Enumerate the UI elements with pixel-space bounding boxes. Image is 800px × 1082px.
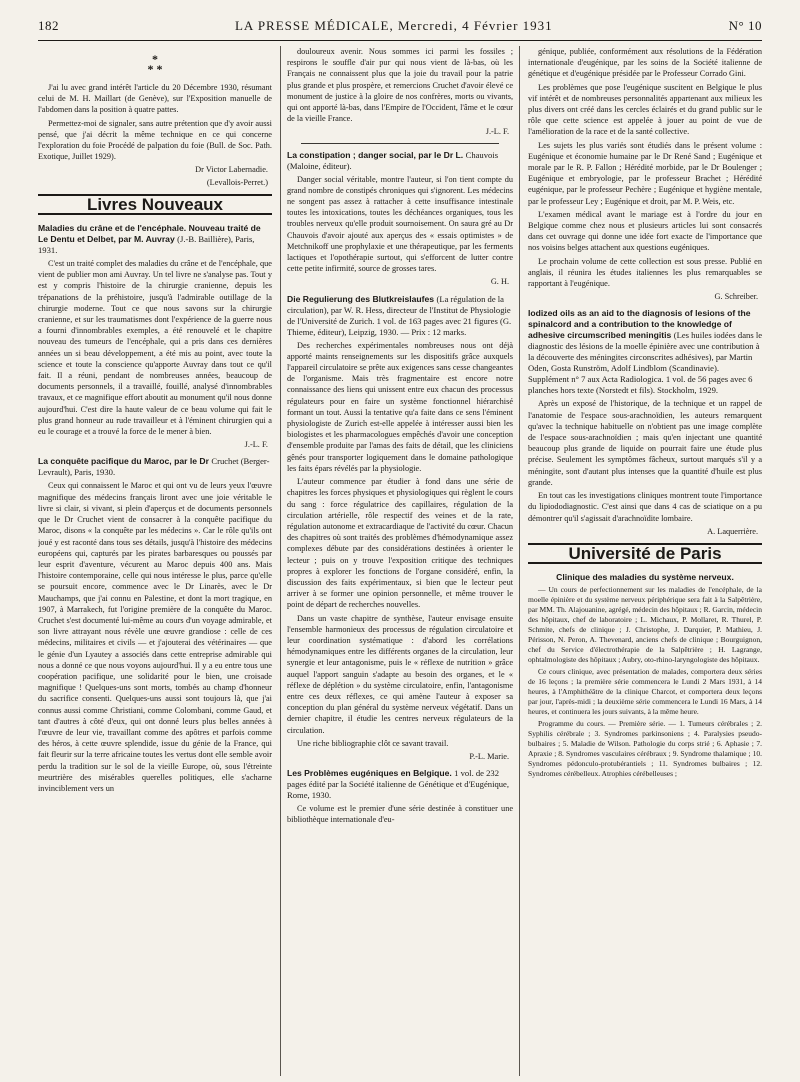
page-number: 182 [38,18,59,33]
letter-signature-place: (Levallois-Perret.) [206,177,268,187]
notice-heading: Clinique des maladies du système nerveux. [556,572,734,583]
section-title-universite-de-paris: Université de Paris [528,543,762,564]
review-signature: G. Schreiber. [714,292,759,302]
letter-paragraph-1: J'ai lu avec grand intérêt l'article du 20 Décembre 1930, résumant celui de M. H. Maillart (de Genève), sur l'Exposition manuelle de l'abdomen dans la position à quatre pattes. [38,83,272,115]
notice-program: Programme du cours. — Première série. — 1. Tumeurs cérébrales ; 2. Syphilis cérébrale ; 3. Syndromes parkinsoniens ; 4. Paralysies pseudo-bulbaires ; 5. Maladie de Wilson. Pathologie du corps strié ; 6. Aphasie ; 7. Apraxie ; 8. Syndromes vasculaires cérébraux ; 9. Syndrome thalamique ; 10. Syndromes pédonculo-protubérantiels ; 11. Syndromes bulbaires ; 12. Syndromes cérébelleux. Atrophies cérébelleuses ; [528,719,763,779]
review-signature: J.-L. F. [244,440,268,450]
review-title: Les Problèmes eugéniques en Belgique. 1 vol. de 232 pages édité par la Société italienne de Génétique et d'Eugénique, Rome, 1930. [286,768,510,801]
letter-signature: Dr Victor Labernadie. [195,165,268,175]
section-separator-stars: * * * [147,52,163,76]
review-signature: J.-L. F. [485,127,510,137]
review-signature: G. H. [490,277,510,287]
review-body: L'examen médical avant le mariage est à l'ordre du jour en Belgique comme chez nous et plusieurs articles lui sont consacrés dans cet ouvrage qui donne une idée fort exacte de l'importance que nos voisins belges attachent aux questions eugéniques. [528,209,763,253]
review-body: Après un exposé de l'historique, de la technique et un rappel de l'anatomie de l'espace sous-arachnoïdien, les auteurs remarquent qu'avec la technique habituelle on n'obtient pas une image complète de l'espace sous-arachnoïdien ; mais qu'en injectant une quantité beaucoup plus grande de liquide on pourrait faire une étude plus précise. Seulement les symptômes fâcheux, surtout marqués s'il y a méningite, sont d'autant plus intenses que la quantité d'huile est plus grande. [528,399,763,487]
review-body: Ce volume est le premier d'une série destinée à constituer une bibliothèque internationale d'eu- [286,804,514,825]
letter-paragraph-2: Permettez-moi de signaler, sans autre prétention que d'y avoir aussi pensé, que j'ai décrit la même technique en ce qui concerne l'exploration du foie Procédé de palpation du foie (Bull. de Soc. Path. Exotique, Juillet 1929). [38,118,272,162]
column-middle [280,46,520,1076]
journal-title: LA PRESSE MÉDICALE, Mercredi, 4 Février 1931 [234,18,553,33]
review-body: Dans un vaste chapitre de synthèse, l'auteur envisage ensuite l'ensemble harmonieux des processus de régulation circulatoire et leur coordination systématique : d'abord les corrélations hémodynamiques entre les différents organes de la circulation, leur synergie et leur antagonisme, puis le « réflexe de nutrition » grâce auquel l'apport sanguin s'adapte au besoin des organes, et le « réflexe de déplétion » du système circulatoire, enfin, l'antagonisme entre ces deux réflexes, ce qui amène l'auteur à exposer sa conception du plan général du système nerveux végétatif. Dans un dernier chapitre, il étudie les centres nerveux régulateurs de la circulation. [286,613,514,735]
review-body-continued: génique, publiée, conformément aux résolutions de la Fédération internationale d'eugénique, par les soins de la Société italienne de génétique et d'eugénique présidée par le Professeur Corrado Gini. [528,47,763,79]
review-body: En tout cas les investigations cliniques montrent toute l'importance du lipiododiagnostic. C'est ainsi que dans 4 cas de sciatique on a pu démontrer qu'il s'agissait d'arachnoïdite lombaire. [528,491,763,523]
review-body: Une riche bibliographie clôt ce savant travail. [296,738,449,748]
column-left [38,46,272,1076]
divider [301,143,499,144]
review-body: Danger social véritable, montre l'auteur, si l'on tient compte du grand nombre de constipés chroniques qui s'ignorent. Les médecins ne songent pas assez à rattacher à cette insuffisance intestinale toutes les intoxications, toutes les déchéances organiques, tous les troubles nerveux qu'elle produit sournoisement. On saura gré au Dr Chauvois d'avoir ajouté aux aperçus des « essais optimistes » de Metchnikoff une prophylaxie et une thérapeutique, par les ferments lactiques et l'opothérapie surtout, qui s'efforcent de lutter contre cette petite infirmité, source de grosses tares. [286,174,514,274]
review-signature: A. Laquerrière. [707,526,759,536]
review-body: L'auteur commence par étudier à fond dans une série de chapitres les forces physiques et physiologiques qui règlent le cours du sang : force régulatrice des capillaires, régulation de la circulation artérielle, rôle respectif des veines et de la rate, régulation autonome et extracardiaque de l'activité du cœur. Chacun des chapitres où sont traités des problèmes d'hémodynamique assez complexes débute par des considérations destinées à orienter le lecteur ; puis on y trouve l'exposition critique des techniques propres à explorer les fonctions de l'organe considéré, enfin, la discussion des faits expérimentaux, si bien que le lecteur peut arriver à se former une opinion personnelle, et même trouver le point de départ de recherches nouvelles. [286,477,514,610]
review-title: Maladies du crâne et de l'encéphale. Nouveau traité de Le Dentu et Delbet, par M. Auvray (J.-B. Baillière), Paris, 1931. [38,223,261,256]
review-body: Des recherches expérimentales nombreuses nous ont déjà apporté maints renseignements sur les dispositifs grâce auxquels l'appareil circulatoire se prête aux exigences sans cesse changeantes de l'organisme. Mais très fragmentaire est encore notre connaissance des liens qui unissent entre eux chacun des processus régulateurs pour en faire un système fonctionnel hiérarchisé formant un tout. Aussi la tentative qu'a faite dans ce sens l'éminent physiologiste de Zurich est-elle appelée à intéresser aussi bien les biologistes et les pharmacologues empêchés d'avoir une conception d'ensemble produite par l'amas des faits de détail, que les cliniciens gênés pour transporter logiquement dans le domaine pathologique les faits épars révélés par la physiologie. [286,340,514,473]
review-body: Les sujets les plus variés sont étudiés dans le présent volume : Eugénique et économie humaine par le Dr René Sand ; Eugénique et morale par le R. P. Fallon ; Hérédité morbide, par le Dr Boulenger ; Eugénique et embryologie, par le professeur Brachet ; Hérédité eugénique, par le professeur Pechère ; Eugénique et hygiène mentale, par le professeur Ley ; Eugénique et droit, par M. P. Weis, etc. [528,140,763,206]
review-body: C'est un traité complet des maladies du crâne et de l'encéphale, que vient de publier mon ami Auvray. Un tel livre ne s'analyse pas. Tout y est y compris l'histoire de la chirurgie cranienne, depuis les trépanations de la préhistoire, jusqu'à l'admirable outillage de la chirurgie moderne. Tout ce que nous savons sur la chirurgie cranienne, et sur les traumatismes dont l'expérience de la guerre nous a fourni d'innombrables exemples, a été renouvelé et le chapitre nouveau des tumeurs de l'encéphale, qui a pris dans ces dernières années un si beau développement, a été mis au point, avec toute la science et toute la conscience qu'apporte Auvray dans tout ce qu'il fait. Il a réuni, pendant de nombreuses années, beaucoup de documents personnels, il a travaillé, fouillé, analysé d'innombrables travaux, et ce magnifique effort aboutit au monument qu'il nous donne aujourd'hui. C'est dire la haute valeur de ce beau volume qui fait le plus grand honneur au rude travailleur et à l'éminent chirurgien qui a eu le courage et a trouvé la force de le mener à bien. [38,259,272,437]
review-title: Die Regulierung des Blutkreislaufes (La régulation de la circulation), par W. R. Hess, directeur de l'Institut de Physiologie de l'Université de Zurich. 1 vol. de 163 pages avec 21 figures (G. Thieme, éditeur), Leipzig, 1930. — Prix : 12 marks. [286,293,512,337]
review-body: Les problèmes que pose l'eugénique suscitent en Belgique le plus vif intérêt et de nombreuses personnalités appartenant aux milieux les plus divers ont créé dans les cercles éclairés et du grand public sur le rôle que cette science est appelée à jouer au point de vue de l'amélioration de la race et de la santé collective. [528,82,763,137]
page-header [38,12,762,41]
notice-body: — Un cours de perfectionnement sur les maladies de l'encéphale, de la moelle épinière et du système nerveux périphérique sera fait à la Salpêtrière, par MM. Th. Alajouanine, agrégé, médecin des hôpitaux ; R. Garcin, médecin des hôpitaux, chef de laboratoire ; L. Michaux, P. Mollaret, R. Thurel, P. Schmite, chefs de clinique ; J. Christophe, J. Darquier, P. Mathieu, J. Périsson, N. Peron, A. Thevenard, anciens chefs de clinique ; Bourguignon, chef du Service d'électrothérapie de la Salpêtrière ; H. Lagrange, ophtalmologiste des hôpitaux ; Aubry, oto-rhino-laryngologiste des hôpitaux. [528,585,763,665]
section-title-livres-nouveaux: Livres Nouveaux [38,194,272,215]
review-signature: P.-L. Marie. [469,751,510,761]
notice-body: Ce cours clinique, avec présentation de malades, comportera deux séries de 16 leçons ; la première série commencera le Lundi 2 Mars 1931, à 14 heures, à l'Amphithéâtre de la clinique Charcot, et comportera deux leçons par jour, l'après-midi ; la deuxième série commencera le Lundi 16 Mars, à 14 heures, et continuera les jours suivants, à la même heure. [528,667,763,717]
review-body: Le prochain volume de cette collection est sous presse. Publié en anglais, il réunira les études italiennes les plus remarquables se rapportant à l'eugénique. [528,256,763,289]
review-title: Iodized oils as an aid to the diagnosis of lesions of the spinalcord and a contribution to the knowledge of adhesive circumscribed meningitis (Les huiles iodées dans le diagnostic des lésions de la moelle épinière avec une contribution à la découverte des méningites circonscrites adhésives), par Martin Oden, Gosta Runström, Adolf Lindblom (Scandinavie). Supplément n° 7 aux Acta Radiologica. 1 vol. de 56 pages avec 6 planches hors texte (Norstedt et fils). Stockholm, 1929. [528,308,763,396]
review-title: La constipation ; danger social, par le Dr L. Chauvois (Maloine, éditeur). [286,149,499,171]
review-body-continued: douloureux avenir. Nous sommes ici parmi les fossiles ; respirons le souffle d'air pur qui nous vient de là-bas, où les Français ne connaissent plus que la joie du travail pour la patrie plus grande et plus prospère, et remercions Cruchet d'avoir élevé ce monument de justice à la gloire de nos confrères, morts ou vivants, qui ont apporté là-bas, dans l'Empire de l'Occident, l'âme et le cœur de la vieille France. [286,47,514,124]
review-body: Ceux qui connaissent le Maroc et qui ont vu de leurs yeux l'œuvre magnifique des médecins français liront avec une joie véritable le livre si clair, si vivant, si plein d'aperçus et de documents personnels que le Dr Cruchet vient de consacrer à la conquête pacifique du Maroc, disons « la conquête par les médecins ». Car le rôle qu'ils ont joué y est raconté dans tous ses détails, jusqu'à l'histoire des médecins européens qui, capturés par les pirates barbaresques ou poussés par leur esprit d'aventure, vécurent au Maroc depuis 400 ans. Mais l'histoire contemporaine, celle qui nous intéresse le plus, parce qu'elle se poursuit encore, commence avec le Dr Linarès, avec le Dr Mauchamps, que j'ai connu en Palestine, et dont la mort tragique, en 1907, à Marrakech, fut l'origine première de la conquête du Maroc. Cruchet s'est documenté lui-même au cours d'un voyage admirable, et son livre attrayant nous révèle une œuvre grandiose : celle de ces médecins, militaires et civils — et j'ajouterai des vétérinaires — que le génie d'un Lyautey a associés dans cette entreprise admirable qui nous a donné ce que nous voyons aujourd'hui. Il y a eu entre tous une coopération pacifique, une solidarité pour le bien, une croisade magnifique ! Quelques-uns sont morts, tombés au champ d'honneur du sacrifice consenti. Quelques-uns aussi sont toujours là, que j'ai connus aussi comme Christiani, comme Colombani, comme Gaud, et tant d'autres à côté d'eux, qui ont donné leurs plus belles années à l'œuvre de leur vie, travaillant comme des apôtres et parfois comme des héros, à cette œuvre splendide, issue du génie de la France, qui fait fleurir sur la terre africaine toutes les vertus dont elle semble avoir perdu la tradition sur le sol de la vieille Europe, où, sous l'étreinte meurtrière des misérables querelles politiques, elle s'acharne invinciblement vers un [38,481,272,793]
review-title: La conquête pacifique du Maroc, par le Dr Cruchet (Berger-Levrault), Paris, 1930. [38,456,270,478]
column-right [528,46,762,1076]
issue-number: N° 10 [728,18,762,33]
